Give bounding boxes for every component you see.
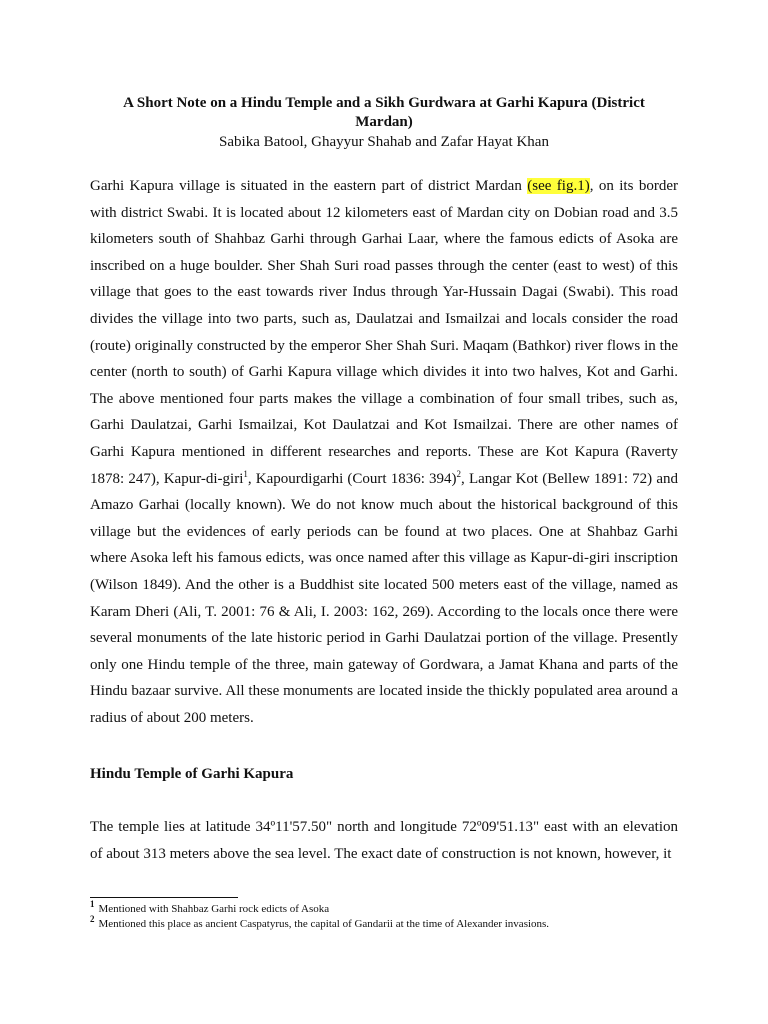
figure-reference-highlight: (see fig.1) [527, 178, 590, 194]
intro-text-b: , Kapourdigarhi (Court 1836: 394) [247, 470, 457, 487]
footnote-2-text: Mentioned this place as ancient Caspatyrus, the capital of Gandarii at the time of Alexander invasions. [98, 918, 550, 930]
footnote-1 [90, 899, 690, 916]
footnote-2-mark: 2 [90, 914, 95, 925]
section-heading: Hindu Temple of Garhi Kapura [90, 766, 294, 782]
footnote-ref-1[interactable]: 1 [243, 468, 248, 479]
intro-text-a: , on its border with district Swabi. It is located about 12 kilometers east of Mardan city on Dobian road and 3.5 kilometers south of Shahbaz Garhi through Garhai Laar, where the famous edicts of Asoka are inscribed on a huge boulder. Sher Shah Suri road passes through the center (east to west) of this village that goes to the east towards river Indus through Yar-Hussain Dagai (Swabi). This road divides the village into two parts, such as, Daulatzai and Ismailzai and locals consider the road (route) originally constructed by the emperor Sher Shah Suri. Maqam (Bathkor) river flows in the center (north to south) of Garhi Kapura village which divides it into two halves, Kot and Garhi. The above mentioned four parts makes the village a combination of four small tribes, such as, Garhi Daulatzai, Garhi Ismailzai, Kot Daulatzai and Kot Ismailzai. There are other names of Garhi Kapura mentioned in different researches and reports. These are Kot Kapura (Raverty 1878: 247), Kapur-di-giri [90, 178, 678, 487]
intro-text-c: , Langar Kot (Bellew 1891: 72) and Amazo Garhai (locally known). We do not know much about the historical background of this village but the evidences of early periods can be found at two places. One at Shahbaz Garhi where Asoka left his famous edicts, was once named after this village as Kapur-di-giri inscription (Wilson 1849). And the other is a Buddhist site located 500 meters east of the village, named as Karam Dheri (Ali, T. 2001: 76 & Ali, I. 2003: 162, 269). According to the locals once there were several monuments of the late historic period in Garhi Daulatzai portion of the village. Presently only one Hindu temple of the three, main gateway of Gordwara, a Jamat Khana and parts of the Hindu bazaar survive. All these monuments are located inside the thickly populated area around a radius of about 200 meters. [90, 470, 678, 726]
author-list: Sabika Batool, Ghayyur Shahab and Zafar Hayat Khan [219, 134, 549, 150]
footnote-ref-2[interactable]: 2 [456, 468, 462, 479]
intro-text-start: Garhi Kapura village is situated in the eastern part of district Mardan [90, 178, 528, 194]
footnote-2 [90, 914, 690, 931]
intro-paragraph [90, 173, 678, 731]
footnote-separator [90, 897, 238, 898]
footnote-1-mark: 1 [90, 899, 95, 910]
footnote-1-text: Mentioned with Shahbaz Garhi rock edicts of Asoka [98, 903, 330, 915]
temple-paragraph: The temple lies at latitude 34º11'57.50" north and longitude 72º09'51.13" east with an elevation of about 313 meters above the sea level. The exact date of construction is not known, however, it [90, 819, 678, 862]
document-title: A Short Note on a Hindu Temple and a Sikh Gurdwara at Garhi Kapura (District Mardan) [123, 95, 645, 130]
